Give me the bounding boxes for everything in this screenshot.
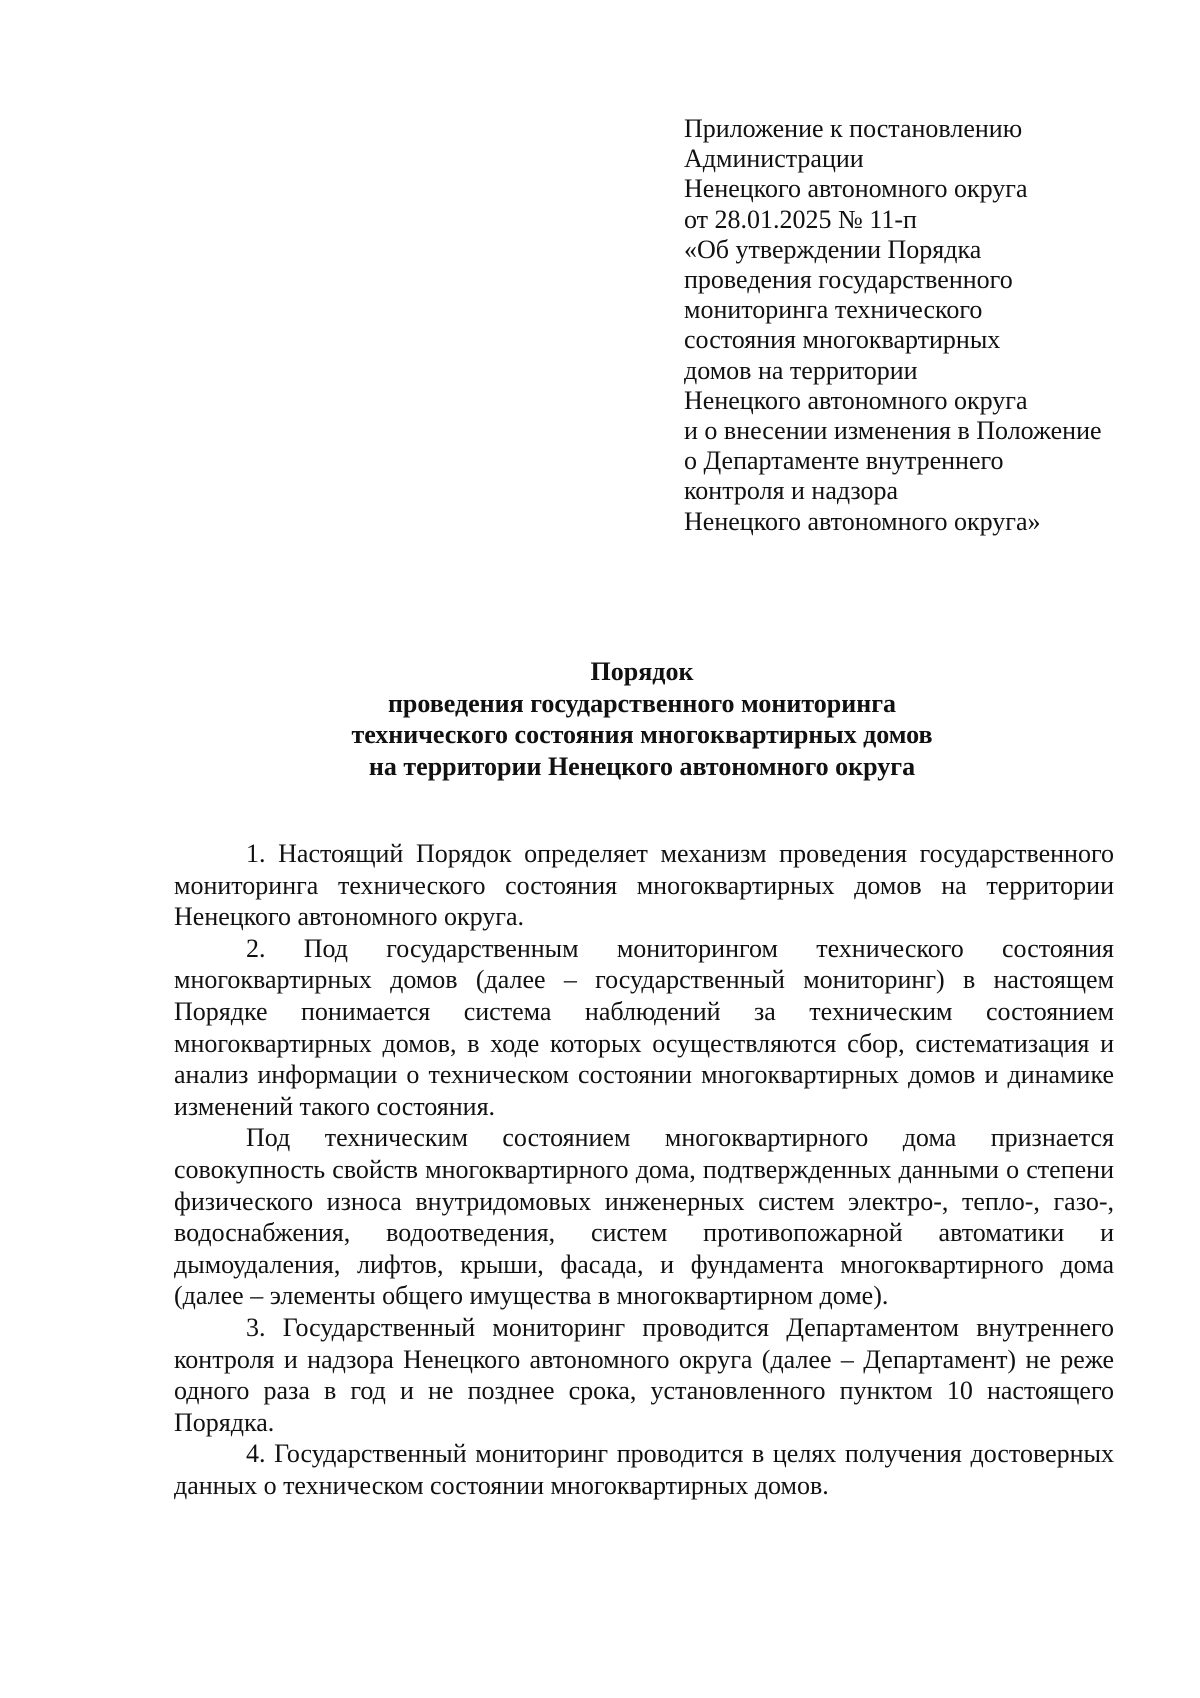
appendix-line: мониторинга технического	[684, 295, 983, 325]
appendix-line: состояния многоквартирных	[684, 325, 1001, 355]
appendix-line: от 28.01.2025 № 11-п	[684, 204, 917, 234]
title-line: Порядок	[590, 657, 694, 686]
document-body	[174, 838, 1114, 1501]
appendix-line: «Об утверждении Порядка	[684, 234, 982, 264]
document-title	[172, 656, 1112, 782]
paragraph-3: 3. Государственный мониторинг проводится Департаментом внутреннего контроля и надзора Ненецкого автономного округа (далее – Департамент) не реже одного раза в год и не позднее срока, установленного пунктом 10 настоящего Порядка.	[174, 1312, 1114, 1437]
title-line: проведения государственного мониторинга	[387, 688, 897, 718]
appendix-line: домов на территории	[684, 355, 918, 385]
paragraph-2-continued: Под техническим состоянием многоквартирного дома признается совокупность свойств многоквартирного дома, подтвержденных данными о степени физического износа внутридомовых инженерных систем электро-, тепло-, газо-, водоснабжения, водоотведения, систем противопожарной автоматики и дымоудаления, лифтов, крыши, фасада, и фундамента многоквартирного дома (далее – элементы общего имущества в многоквартирном доме).	[174, 1123, 1114, 1311]
appendix-line: о Департаменте внутреннего	[684, 446, 1004, 476]
appendix-line: Администрации	[684, 144, 864, 174]
appendix-line: контроля и надзора	[684, 476, 899, 506]
title-line: технического состояния многоквартирных домов	[351, 720, 933, 749]
appendix-line: Ненецкого автономного округа»	[684, 506, 1041, 536]
appendix-line: и о внесении изменения в Положение	[684, 416, 1102, 446]
appendix-line: проведения государственного	[684, 265, 1013, 295]
appendix-line: Ненецкого автономного округа	[684, 174, 1028, 204]
paragraph-2: 2. Под государственным мониторингом технического состояния многоквартирных домов (далее – государственный мониторинг) в настоящем Порядке понимается система наблюдений за техническим состоянием многоквартирных домов, в ходе которых осуществляются сбор, систематизация и анализ информации о техническом состоянии многоквартирных домов и динамике изменений такого состояния.	[174, 933, 1114, 1121]
appendix-line: Ненецкого автономного округа	[684, 385, 1028, 415]
paragraph-1: 1. Настоящий Порядок определяет механизм проведения государственного мониторинга технического состояния многоквартирных домов на территории Ненецкого автономного округа.	[174, 839, 1114, 932]
title-line: на территории Ненецкого автономного округа	[368, 751, 916, 781]
appendix-header	[684, 114, 1164, 537]
appendix-line: Приложение к постановлению	[684, 114, 1023, 143]
paragraph-4: 4. Государственный мониторинг проводится в целях получения достоверных данных о техническом состоянии многоквартирных домов.	[174, 1439, 1114, 1500]
